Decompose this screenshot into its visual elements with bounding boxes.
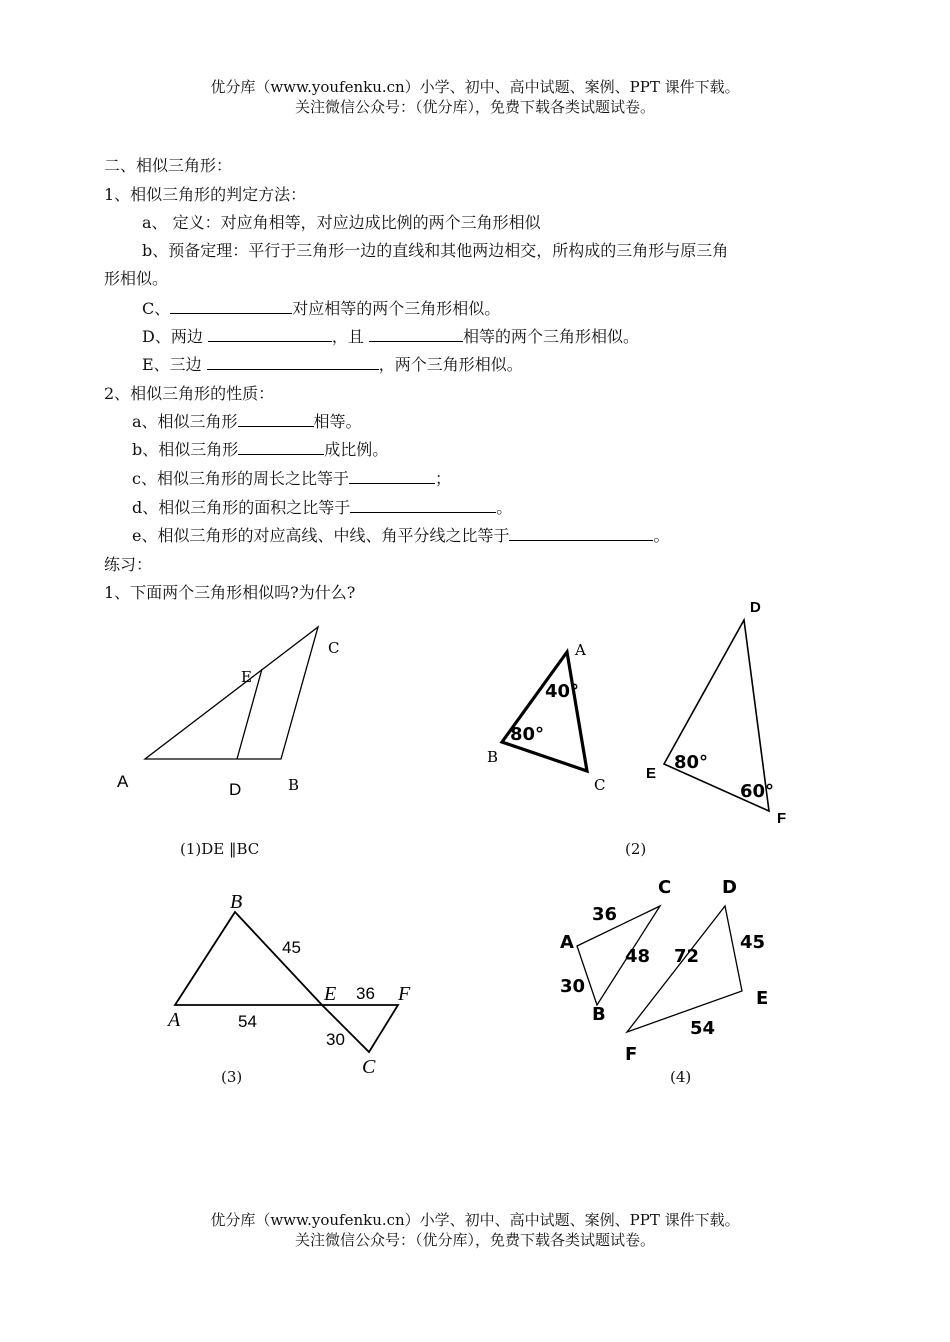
fig4-length-ac: 36 xyxy=(592,904,618,925)
footer-line-2: 关注微信公众号：（优分库），免费下载各类试题试卷。 xyxy=(294,1231,655,1249)
judge-b-line1: b、预备定理：平行于三角形一边的直线和其他两边相交，所构成的三角形与原三角 xyxy=(142,241,729,260)
fig1-label-e: E xyxy=(241,668,252,686)
judge-d-suffix: 相等的两个三角形相似。 xyxy=(463,327,640,346)
judge-c-suffix: 对应相等的两个三角形相似。 xyxy=(292,299,501,318)
fig3-triangle-abe xyxy=(175,912,322,1005)
fig1-label-b: B xyxy=(288,776,300,794)
fig4-label-d: D xyxy=(722,877,737,898)
fig1-caption: (1)DE ‖BC xyxy=(180,840,260,858)
fig4-label-f: F xyxy=(625,1044,638,1065)
fig4-triangle-def xyxy=(627,906,742,1032)
header-line-1: 优分库（www.youfenku.cn）小学、初中、高中试题、案例、PPT 课件下载。 xyxy=(210,78,740,96)
judge-c-prefix: C、 xyxy=(142,299,171,318)
props-b-prefix: b、相似三角形 xyxy=(132,440,239,459)
props-b-suffix: 成比例。 xyxy=(324,440,389,459)
fig1-triangle-abc xyxy=(145,627,318,759)
fig2-label-a: A xyxy=(575,641,586,659)
fig4-label-b: B xyxy=(592,1004,606,1025)
judge-e-suffix: ，两个三角形相似。 xyxy=(378,355,523,374)
judge-title: 1、相似三角形的判定方法： xyxy=(104,185,307,204)
footer-line-1: 优分库（www.youfenku.cn）小学、初中、高中试题、案例、PPT 课件下载。 xyxy=(210,1211,740,1229)
fig2-angle-e: 80° xyxy=(674,752,709,773)
fig1-label-c: C xyxy=(328,639,340,657)
fig3-label-e: E xyxy=(324,983,337,1005)
fig4-length-fe: 54 xyxy=(690,1018,716,1039)
fig2-angle-a: 40° xyxy=(545,681,580,702)
fig2-triangle-abc xyxy=(502,652,587,771)
fig3-label-f: F xyxy=(398,983,411,1005)
props-e-suffix: 。 xyxy=(653,526,670,545)
figure-2 xyxy=(502,620,769,811)
props-d-suffix: 。 xyxy=(496,498,513,517)
props-c-prefix: c、相似三角形的周长之比等于 xyxy=(132,469,349,488)
fig4-length-bc: 48 xyxy=(625,946,651,967)
props-a-prefix: a、相似三角形 xyxy=(132,412,238,431)
fig4-label-e: E xyxy=(756,988,769,1009)
judge-e-prefix: E、三边 xyxy=(142,355,207,374)
judge-b-line2: 形相似。 xyxy=(104,269,169,288)
fig1-label-a: A xyxy=(117,772,129,791)
fig2-label-c: C xyxy=(594,776,606,794)
props-d-prefix: d、相似三角形的面积之比等于 xyxy=(132,498,351,517)
fig2-label-e: E xyxy=(646,765,657,782)
fig2-label-d: D xyxy=(750,599,761,616)
props-a-suffix: 相等。 xyxy=(313,412,362,431)
fig1-label-d: D xyxy=(229,780,242,799)
fig4-label-a: A xyxy=(560,932,574,953)
fig2-label-b: B xyxy=(487,748,499,766)
fig2-caption: (2) xyxy=(625,840,647,858)
props-title: 2、相似三角形的性质： xyxy=(104,384,275,403)
header-line-2: 关注微信公众号：（优分库），免费下载各类试题试卷。 xyxy=(294,98,655,116)
props-c-suffix: ； xyxy=(434,469,451,488)
fig3-label-c: C xyxy=(362,1056,376,1078)
fig3-label-b: B xyxy=(230,891,243,913)
section-title: 二、相似三角形： xyxy=(104,156,233,175)
figure-1 xyxy=(145,627,318,759)
judge-d-prefix: D、两边 xyxy=(142,327,208,346)
judge-a: a、 定义：对应角相等，对应边成比例的两个三角形相似 xyxy=(142,213,541,232)
fig4-label-c: C xyxy=(658,877,672,898)
fig3-length-ef: 36 xyxy=(356,984,375,1003)
fig4-length-de: 45 xyxy=(740,932,766,953)
fig4-length-ab: 30 xyxy=(560,976,586,997)
fig3-length-ec: 30 xyxy=(326,1030,345,1049)
fig3-length-ae: 54 xyxy=(238,1012,257,1031)
props-e-prefix: e、相似三角形的对应高线、中线、角平分线之比等于 xyxy=(132,526,510,545)
fig3-caption: (3) xyxy=(221,1068,243,1086)
fig3-length-be: 45 xyxy=(282,938,301,957)
figure-3 xyxy=(175,912,398,1052)
exercise-q1: 1、下面两个三角形相似吗?为什么? xyxy=(104,583,356,602)
exercise-title: 练习： xyxy=(104,555,153,574)
fig3-label-a: A xyxy=(168,1009,181,1031)
judge-d-mid: ，且 xyxy=(331,327,370,346)
fig2-angle-b: 80° xyxy=(510,724,545,745)
fig2-angle-f: 60° xyxy=(740,781,775,802)
fig4-caption: (4) xyxy=(670,1068,692,1086)
fig4-length-fd: 72 xyxy=(674,946,700,967)
fig2-label-f: F xyxy=(777,810,787,827)
